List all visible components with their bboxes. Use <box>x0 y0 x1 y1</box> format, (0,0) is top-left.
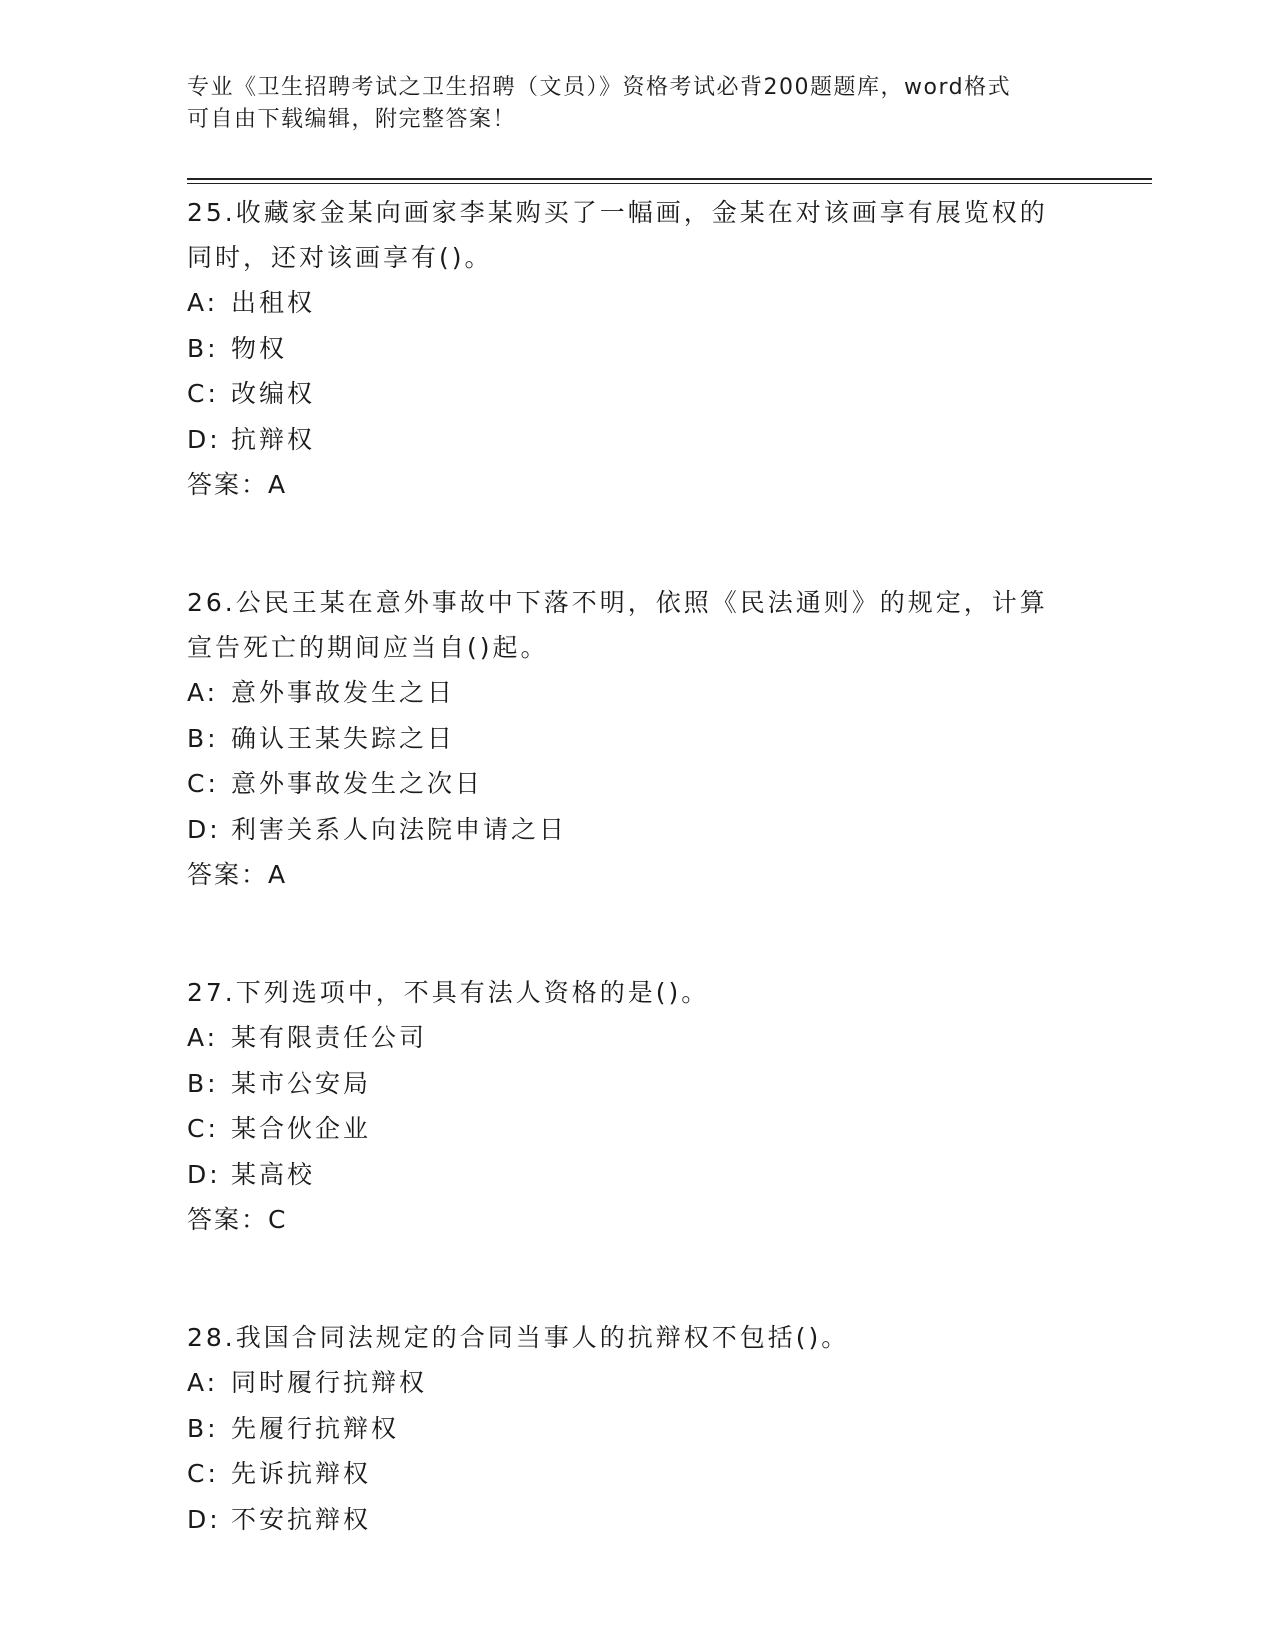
question-stem-line: 25.收藏家金某向画家李某购买了一幅画，金某在对该画享有展览权的 <box>187 198 1048 227</box>
option-text: 物权 <box>231 333 288 363</box>
option-b <box>187 1406 1087 1452</box>
option-a <box>187 670 1087 716</box>
option-text: 不安抗辩权 <box>231 1504 372 1534</box>
option-key: B: <box>187 723 219 753</box>
option-b <box>187 716 1087 762</box>
option-key: C: <box>187 379 219 408</box>
question-28 <box>187 1315 1087 1542</box>
option-key: A: <box>187 288 219 317</box>
option-key: D: <box>187 814 221 844</box>
question-stem-line: 宣告死亡的期间应当自()起。 <box>187 633 549 662</box>
question-stem-line: 同时，还对该画享有()。 <box>187 243 493 272</box>
question-26 <box>187 580 1087 897</box>
option-c <box>187 1451 1087 1497</box>
option-a <box>187 1360 1087 1406</box>
question-27 <box>187 970 1087 1242</box>
option-a <box>187 280 1087 326</box>
option-d <box>187 1152 1087 1198</box>
option-key: D: <box>187 1159 221 1189</box>
question-list <box>187 190 1087 1542</box>
option-text: 利害关系人向法院申请之日 <box>231 814 568 844</box>
option-text: 某高校 <box>231 1159 316 1189</box>
option-text: 先履行抗辩权 <box>231 1413 400 1443</box>
option-a <box>187 1015 1087 1061</box>
option-b <box>187 326 1087 372</box>
header-line-2: 可自由下载编辑，附完整答案！ <box>187 107 517 132</box>
option-key: B: <box>187 1068 219 1098</box>
option-c <box>187 1106 1087 1152</box>
option-text: 某合伙企业 <box>231 1114 372 1143</box>
option-c <box>187 761 1087 807</box>
question-stem-line: 28.我国合同法规定的合同当事人的抗辩权不包括()。 <box>187 1323 850 1352</box>
option-key: C: <box>187 1459 219 1488</box>
answer-line: 答案：C <box>187 1205 288 1234</box>
option-text: 确认王某失踪之日 <box>231 723 456 753</box>
option-key: D: <box>187 1504 221 1534</box>
question-stem-line: 26.公民王某在意外事故中下落不明，依照《民法通则》的规定，计算 <box>187 588 1048 617</box>
option-b <box>187 1061 1087 1107</box>
option-text: 某市公安局 <box>231 1068 372 1098</box>
header-divider-thick <box>187 178 1152 180</box>
option-key: D: <box>187 424 221 454</box>
question-spacer <box>187 1242 1087 1315</box>
option-key: C: <box>187 769 219 798</box>
option-key: A: <box>187 1023 219 1052</box>
option-key: B: <box>187 1413 219 1443</box>
option-key: A: <box>187 678 219 707</box>
option-text: 意外事故发生之次日 <box>231 769 484 798</box>
option-d <box>187 1497 1087 1543</box>
option-key: A: <box>187 1368 219 1397</box>
option-text: 意外事故发生之日 <box>231 678 456 707</box>
option-text: 先诉抗辩权 <box>231 1459 372 1488</box>
question-spacer <box>187 507 1087 580</box>
question-stem-line: 27.下列选项中，不具有法人资格的是()。 <box>187 978 710 1007</box>
option-text: 同时履行抗辩权 <box>231 1368 428 1397</box>
option-d <box>187 417 1087 463</box>
option-text: 抗辩权 <box>231 424 316 454</box>
option-key: B: <box>187 333 219 363</box>
document-header <box>187 72 1087 136</box>
option-key: C: <box>187 1114 219 1143</box>
question-25 <box>187 190 1087 507</box>
option-text: 改编权 <box>231 379 316 408</box>
option-text: 出租权 <box>231 288 316 317</box>
option-text: 某有限责任公司 <box>231 1023 428 1052</box>
answer-line: 答案：A <box>187 470 288 499</box>
option-d <box>187 807 1087 853</box>
header-line-1: 专业《卫生招聘考试之卫生招聘（文员）》资格考试必背200题题库，word格式 <box>187 75 1012 100</box>
question-spacer <box>187 897 1087 970</box>
header-divider-thin <box>187 183 1152 184</box>
answer-line: 答案：A <box>187 860 288 889</box>
option-c <box>187 371 1087 417</box>
